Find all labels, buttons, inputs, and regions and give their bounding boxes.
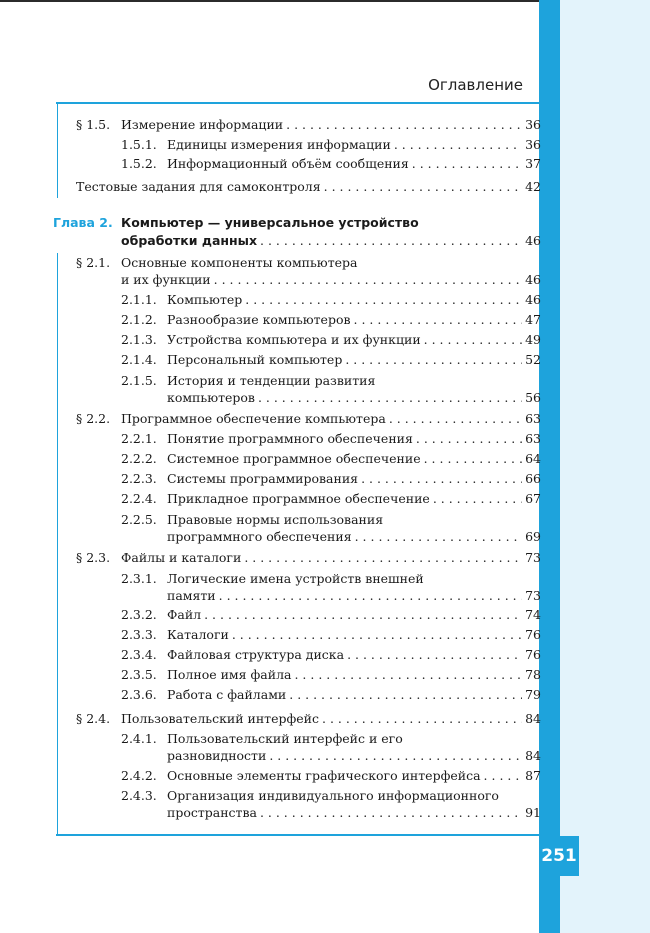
toc-number: 2.3.5. [121,667,157,682]
dot-leader [484,767,523,785]
chapter-title-line1: Компьютер — универсальное устройство [121,215,419,230]
dot-leader [258,389,522,407]
toc-entry[interactable] [167,450,541,468]
toc-number: § 1.5. [76,117,111,132]
toc-page: 56 [525,390,541,405]
toc-page: 46 [525,233,541,248]
toc-page: 46 [525,272,541,287]
dot-leader [389,410,522,428]
toc-title: Разнообразие компьютеров [167,312,351,327]
toc-title: Файлы и каталоги [121,550,242,565]
toc-title: Информационный объём сообщения [167,156,409,171]
toc-entry[interactable] [76,178,541,196]
toc-number: 2.3.2. [121,607,157,622]
toc-entry[interactable] [167,389,541,407]
toc-entry[interactable] [167,804,541,822]
toc-title: Измерение информации [121,117,284,132]
toc-title-line1: Правовые нормы использования [167,512,384,527]
dot-leader [354,311,523,329]
chapter-title-line2: обработки данных [121,233,258,248]
page-title: Оглавление [428,76,523,94]
dot-leader [394,136,522,154]
toc-entry[interactable] [167,351,541,369]
toc-title: Прикладное программное обеспечение [167,491,430,506]
toc-number: 2.4.2. [121,768,157,783]
dot-leader [232,626,522,644]
toc-title-line1: Организация индивидуального информационного [167,788,499,803]
toc-page: 67 [525,491,541,506]
toc-entry[interactable] [121,410,541,428]
toc-title: Файловая структура диска [167,647,345,662]
toc-title: программного обеспечения [167,529,352,544]
toc-title: Персональный компьютер [167,352,343,367]
toc-entry[interactable] [121,271,541,289]
toc-number: 2.1.3. [121,332,157,347]
toc-title: Основные элементы графического интерфейса [167,768,481,783]
toc-title: пространства [167,805,257,820]
toc-title: памяти [167,588,216,603]
dot-leader [324,178,522,196]
toc-page: 78 [525,667,541,682]
toc-page: 73 [525,588,541,603]
toc-number: 2.4.3. [121,788,157,803]
toc-page: 84 [525,748,541,763]
toc-entry[interactable] [167,155,541,173]
toc-page: 49 [525,332,541,347]
toc-page: 87 [525,768,541,783]
toc-entry[interactable] [121,116,541,134]
toc-title: и их функции [121,272,211,287]
toc-number: 2.1.1. [121,292,157,307]
toc-page: 36 [525,117,541,132]
dot-leader [345,351,522,369]
toc-entry[interactable] [121,549,541,567]
toc-number: 2.2.5. [121,512,157,527]
toc-entry[interactable] [167,686,541,704]
toc-page: 46 [525,292,541,307]
dot-leader [289,686,522,704]
toc-number: 2.4.1. [121,731,157,746]
toc-title-line1: История и тенденции развития [167,373,376,388]
toc-entry[interactable] [167,747,541,765]
toc-title-line1: Пользовательский интерфейс и его [167,731,403,746]
dot-leader [322,710,522,728]
toc-number: 2.3.6. [121,687,157,702]
toc-title-line1: Логические имена устройств внешней [167,571,424,586]
toc-entry[interactable] [167,136,541,154]
toc-number: § 2.4. [76,711,111,726]
dot-leader [416,430,522,448]
toc-page: 52 [525,352,541,367]
toc-entry[interactable] [167,606,541,624]
toc-title: Понятие программного обеспечения [167,431,413,446]
toc-title: Полное имя файла [167,667,292,682]
toc-title: Программное обеспечение компьютера [121,411,386,426]
toc-entry[interactable] [121,710,541,728]
toc-title: Каталоги [167,627,229,642]
toc-entry[interactable] [167,666,541,684]
toc-number: 2.3.4. [121,647,157,662]
toc-title: Пользовательский интерфейс [121,711,320,726]
toc-entry[interactable] [167,311,541,329]
dot-leader [355,528,522,546]
toc-number: 2.3.3. [121,627,157,642]
dot-leader [412,155,522,173]
toc-number: 2.2.3. [121,471,157,486]
toc-number: 2.2.4. [121,491,157,506]
toc-page: 37 [525,156,541,171]
dot-leader [204,606,522,624]
toc-page: 66 [525,471,541,486]
dot-leader [245,291,522,309]
toc-title: Тестовые задания для самоконтроля [76,179,321,194]
chapter-label: Глава 2. [53,215,113,230]
dot-leader [433,490,522,508]
dot-leader [424,331,522,349]
toc-entry[interactable] [167,767,541,785]
toc-page: 64 [525,451,541,466]
toc-page: 74 [525,607,541,622]
toc-title: Устройства компьютера и их функции [167,332,421,347]
toc-entry-chapter2[interactable] [121,232,541,250]
toc-number: 2.2.2. [121,451,157,466]
toc-number: § 2.1. [76,255,111,270]
dot-leader [424,450,522,468]
toc-title-line1: Основные компоненты компьютера [121,255,358,270]
toc-title: Компьютер [167,292,243,307]
toc-number: 2.2.1. [121,431,157,446]
toc-page: 73 [525,550,541,565]
toc-page: 36 [525,137,541,152]
dot-leader [260,232,522,250]
dot-leader [214,271,522,289]
toc-entry[interactable] [167,490,541,508]
dot-leader [219,587,522,605]
toc-entry[interactable] [167,291,541,309]
toc-page: 47 [525,312,541,327]
toc-page: 76 [525,627,541,642]
toc-number: 2.1.5. [121,373,157,388]
toc-title: Файл [167,607,202,622]
dot-leader [269,747,522,765]
toc-page: 42 [525,179,541,194]
toc-entry[interactable] [167,470,541,488]
toc-page: 63 [525,411,541,426]
toc-page: 76 [525,647,541,662]
toc-title: Системы программирования [167,471,359,486]
toc-entry[interactable] [167,528,541,546]
toc-entry[interactable] [167,587,541,605]
dot-leader [244,549,522,567]
toc-number: 2.3.1. [121,571,157,586]
toc-page: 69 [525,529,541,544]
dot-leader [361,470,522,488]
dot-leader [286,116,522,134]
dot-leader [347,646,522,664]
toc-entry[interactable] [167,331,541,349]
page-number: 251 [539,836,579,876]
toc-page: 91 [525,805,541,820]
toc-entry[interactable] [167,646,541,664]
toc-page: 63 [525,431,541,446]
toc-page: 79 [525,687,541,702]
toc-title: Системное программное обеспечение [167,451,421,466]
toc-title: Работа с файлами [167,687,287,702]
dot-leader [260,804,522,822]
toc-title: разновидности [167,748,267,763]
toc-number: 1.5.1. [121,137,157,152]
toc-entry[interactable] [167,626,541,644]
toc-number: 2.1.4. [121,352,157,367]
toc-number: 2.1.2. [121,312,157,327]
toc-title: компьютеров [167,390,255,405]
dot-leader [294,666,522,684]
toc-entry[interactable] [167,430,541,448]
toc-number: § 2.2. [76,411,111,426]
toc-title: Единицы измерения информации [167,137,391,152]
toc-page: 84 [525,711,541,726]
toc-number: 1.5.2. [121,156,157,171]
toc-number: § 2.3. [76,550,111,565]
